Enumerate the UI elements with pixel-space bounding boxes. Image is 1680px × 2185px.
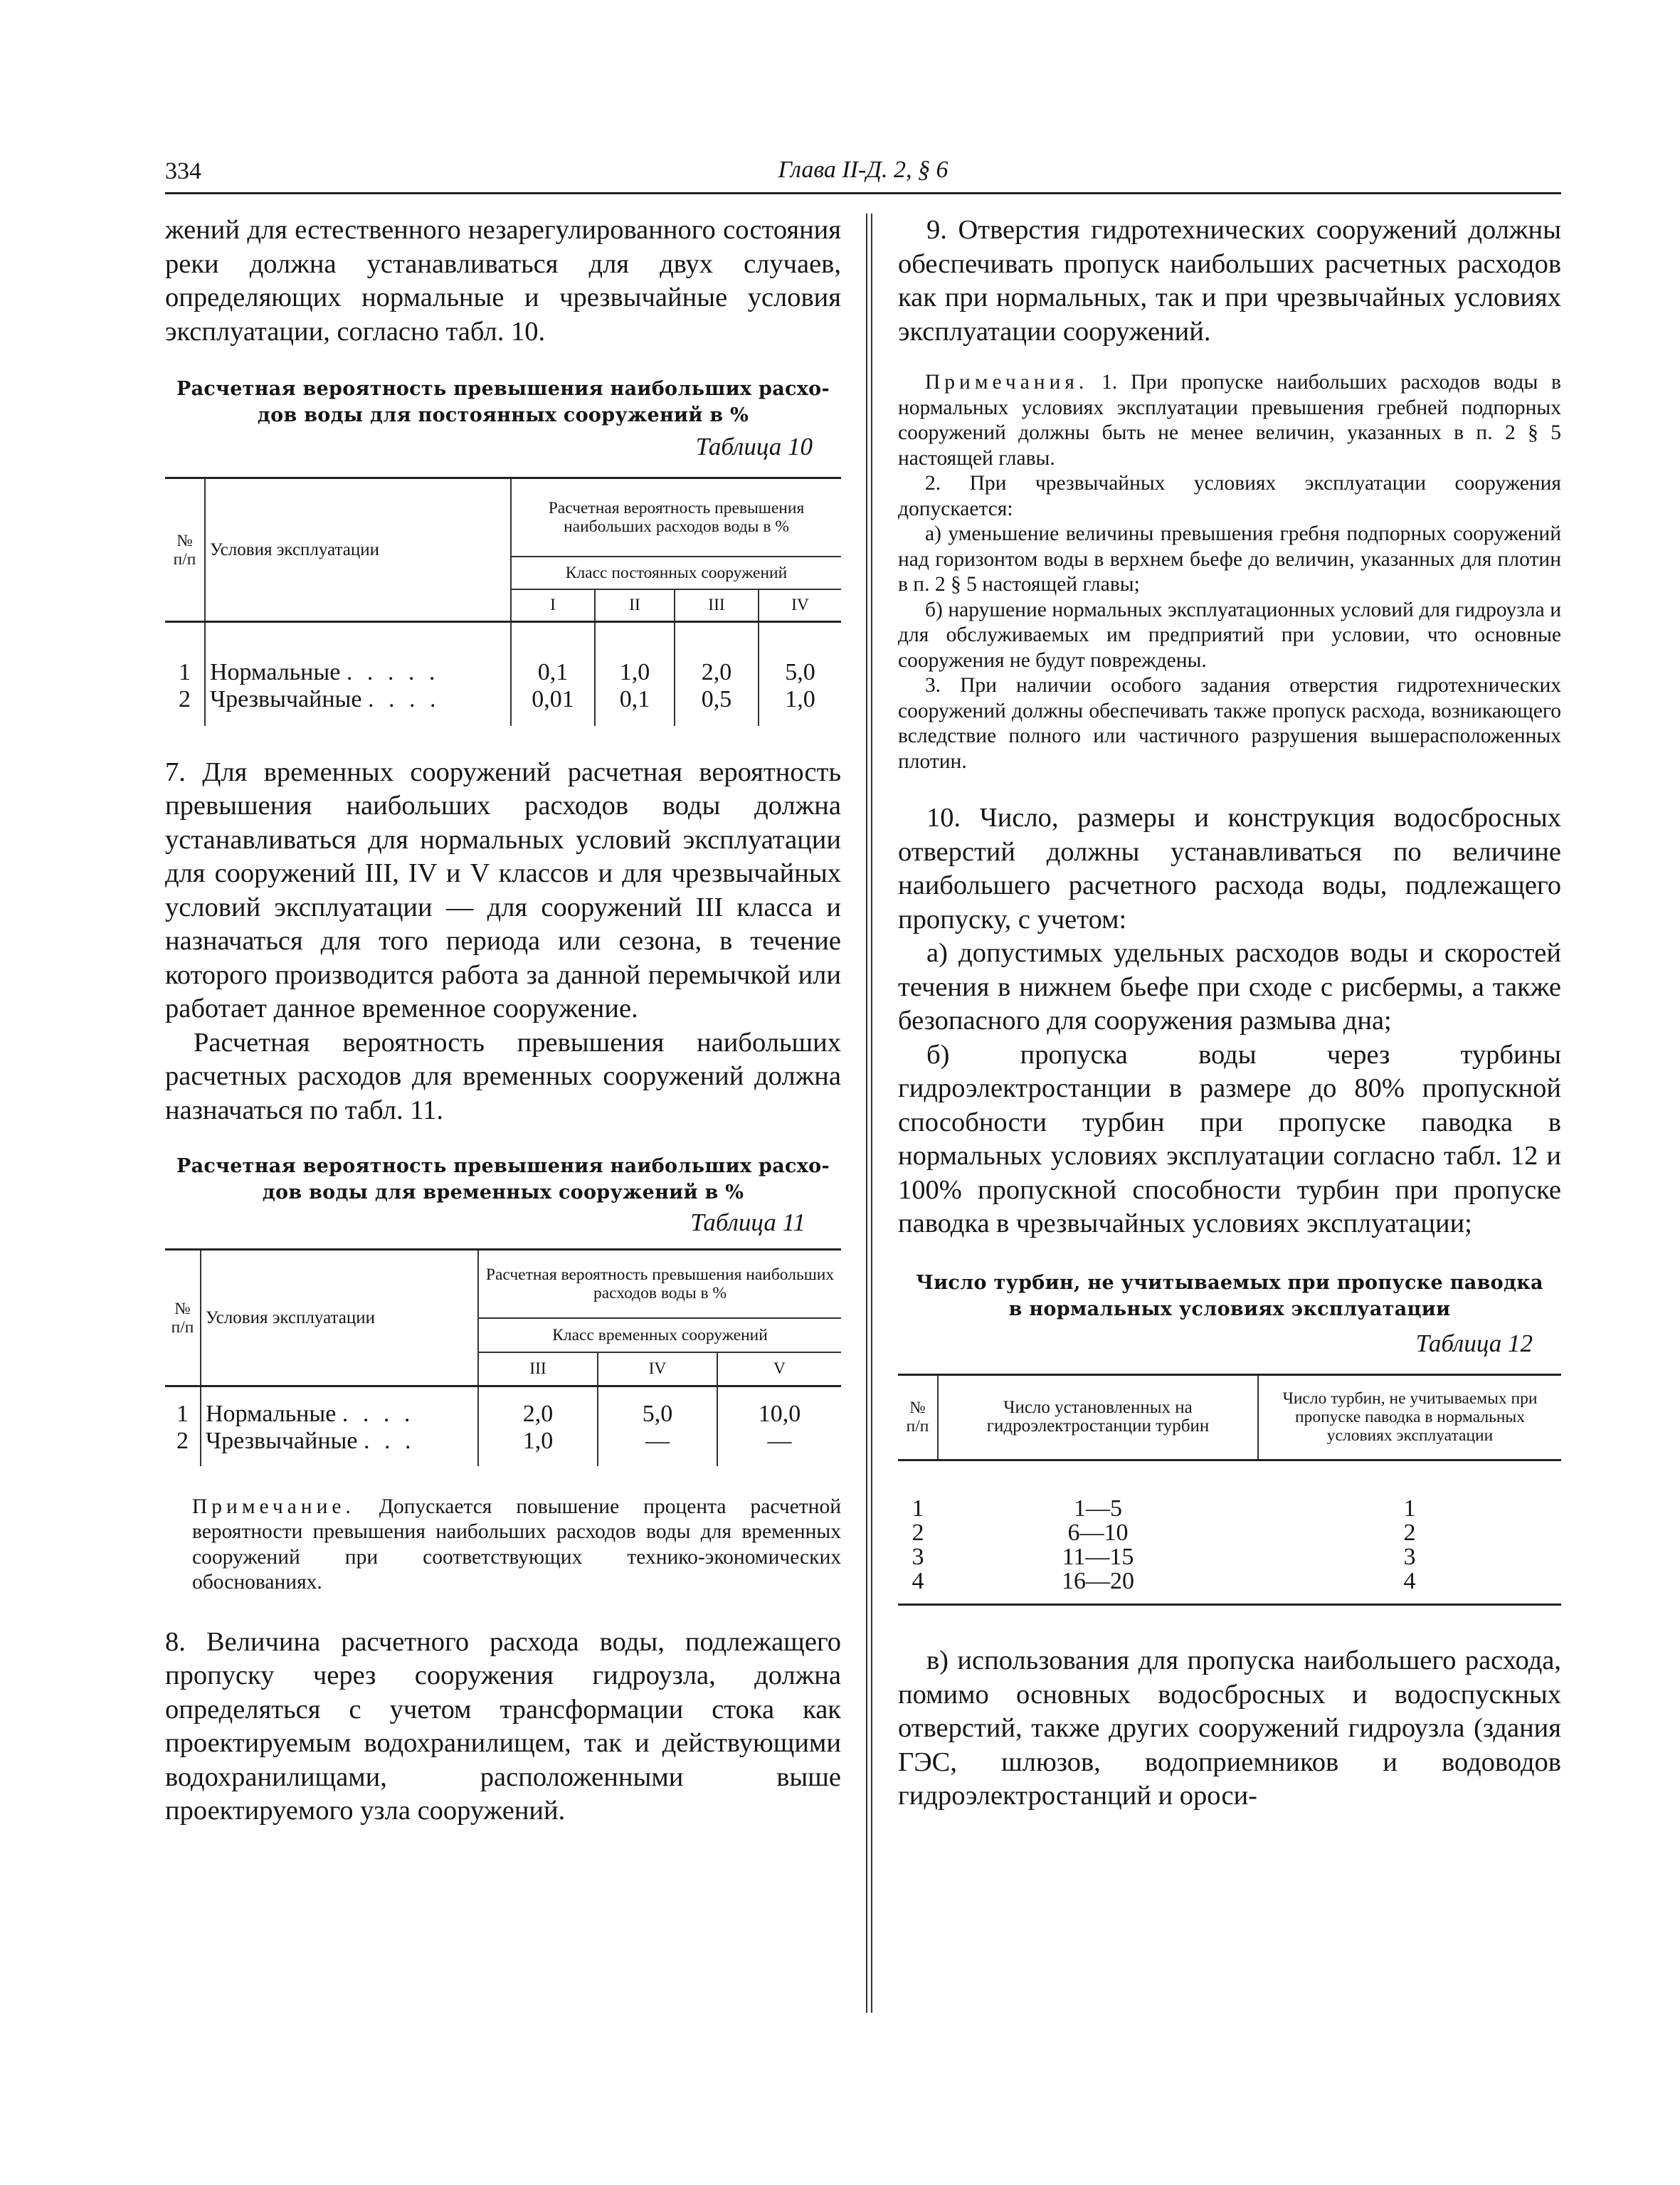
table12-row1-installed: 1—5 xyxy=(1074,1495,1122,1522)
table11-row2-condition xyxy=(201,1428,478,1455)
table10-row1-num: 1 xyxy=(165,659,205,686)
table11-row1-condition xyxy=(201,1401,478,1428)
table10-class-2: II xyxy=(595,589,675,622)
paragraph-10a-text: а) допустимых удельных расходов воды и скоростей течения в нижнем бьефе при сходе с рисбермы, а также безопасного для сооружения размыва дна; xyxy=(898,938,1561,1036)
note-2b xyxy=(898,598,1561,674)
paragraph-10c-text: в) использования для пропуска наибольшего расхода, помимо основных водосбросных и водоспускных отверстий, также других сооружений гидроузла (здания ГЭС, шлюзов, водоприемников и водоводов гидроэлектростанций и ороси- xyxy=(898,1646,1561,1811)
table11-note xyxy=(165,1495,841,1596)
table10-row1-v4: 5,0 xyxy=(785,658,815,685)
table12-row2-excluded: 2 xyxy=(1403,1520,1416,1546)
paragraph-7b-text: Расчетная вероятность превышения наибольших расчетных расходов для временных сооружений должна назначаться по табл. 11. xyxy=(165,1027,841,1125)
table11-title-line2: дов воды для временных сооружений в % xyxy=(262,1181,744,1204)
paragraph-9 xyxy=(898,214,1561,349)
table10-title xyxy=(165,376,841,428)
table12-row3-excluded: 3 xyxy=(1403,1544,1416,1570)
column-divider xyxy=(866,214,872,2013)
table12-row2-num: 2 xyxy=(912,1520,924,1546)
table10-row2-cond-text: Чрезвычайные xyxy=(210,685,362,712)
note-2a xyxy=(898,522,1561,598)
table11 xyxy=(165,1248,841,1466)
table12-row1-num: 1 xyxy=(912,1495,924,1522)
table10-title-line2: дов воды для постоянных сооружений в % xyxy=(257,404,749,426)
table11-title-line1: Расчетная вероятность превышения наибольших расхо- xyxy=(176,1155,830,1177)
table10-class-4: IV xyxy=(791,596,809,615)
table12-title xyxy=(898,1270,1561,1322)
table11-class-2: IV xyxy=(598,1352,717,1386)
page-number: 334 xyxy=(165,158,201,184)
table12-row3-num: 3 xyxy=(912,1544,924,1570)
paragraph-7: 7. Для временных сооружений расчетная вероятность превышения наибольших расходов воды должна устанавливаться для нормальных условий эксплуатации для сооружений III, IV и V классов и для чрезвычайных условий эксплуатации — для сооружений III класса и назначаться для того периода или сезона, в течение которого производится работа за данной перемычкой или работает данное временное сооружение. xyxy=(165,757,841,1023)
table11-row1-v1: 2,0 xyxy=(478,1401,598,1428)
table10-header-num: № п/п xyxy=(165,478,205,622)
table11-row1-dots: . . . . xyxy=(342,1400,415,1427)
note-2b-text: б) нарушение нормальных эксплуатационных условий для гидроузла и для обслуживаемых им предприятий при условии, что основные сооружения не будут повреждены. xyxy=(898,598,1561,672)
table11-title xyxy=(165,1153,841,1206)
table10-title-line1: Расчетная вероятность превышения наибольших расхо- xyxy=(176,378,830,400)
table11-header-probability: Расчетная вероятность превышения наибольших расходов воды в % xyxy=(478,1250,841,1318)
table11-row1-cond-text: Нормальные xyxy=(206,1400,337,1427)
table12-title-line1: Число турбин, не учитываемых при пропуске паводка xyxy=(916,1271,1543,1294)
table12-row1-excluded: 1 xyxy=(1403,1495,1416,1522)
table10-header-condition: Условия эксплуатации xyxy=(205,478,511,622)
table11-row1-num: 1 xyxy=(165,1401,201,1428)
paragraph-10b-text: б) пропуска воды через турбины гидроэлектростанции в размере до 80% пропускной способности турбин при пропуске паводка в нормальных условиях эксплуатации согласно табл. 12 и 100% пропускной способности турбин при пропуске паводка в чрезвычайных условиях эксплуатации; xyxy=(898,1039,1561,1238)
paragraph-10-text: 10. Число, размеры и конструкция водосбросных отверстий должны устанавливаться по величине наибольшего расчетного расхода воды, подлежащего пропуску, с учетом: xyxy=(898,803,1561,934)
table10-row1-v3: 2,0 xyxy=(675,659,759,686)
table-row xyxy=(165,659,841,686)
table10-row2-v2: 0,1 xyxy=(595,686,675,713)
table10-row1-condition xyxy=(205,659,511,686)
table12-row3-installed: 11—15 xyxy=(1062,1544,1134,1570)
table-row xyxy=(898,1569,1561,1605)
table10-class-3: III xyxy=(675,589,759,622)
table12-row4-excluded: 4 xyxy=(1403,1568,1416,1594)
table10-header-class: Класс постоянных сооружений xyxy=(511,557,841,589)
table-row xyxy=(165,1428,841,1455)
table12-label: Таблица 12 xyxy=(1415,1329,1533,1357)
paragraph-intro: жений для естественного незарегулированного состояния реки должна устанавливаться для двух случаев, определяющих нормальные и чрезвычайные условия эксплуатации, согласно табл. 10. xyxy=(165,215,841,347)
table12-header-num: № п/п xyxy=(898,1374,938,1460)
running-head: Глава II-Д. 2, § 6 xyxy=(778,157,949,183)
table12-row2-installed: 6—10 xyxy=(1067,1520,1129,1546)
note-2 xyxy=(898,471,1561,522)
table12-row4-installed: 16—20 xyxy=(1062,1568,1134,1594)
table10-row2-dots: . . . . xyxy=(367,685,440,712)
table11-row2-v2: — xyxy=(598,1428,717,1455)
table10-row2-v1: 0,01 xyxy=(511,686,595,713)
note-3-text: 3. При наличии особого задания отверстия гидротехнических сооружений должны обеспечивать также пропуск расхода, возникающего вследствие полного или частичного разрушения вышерасположенных плотин. xyxy=(898,674,1561,773)
table10-class-1: I xyxy=(511,589,595,622)
notes-label: Примечания. xyxy=(925,371,1089,394)
paragraph-10 xyxy=(898,801,1561,937)
note-3 xyxy=(898,673,1561,774)
table11-label: Таблица 11 xyxy=(690,1209,805,1236)
table10-row2-v3: 0,5 xyxy=(675,686,759,713)
table11-class-3: V xyxy=(773,1359,786,1379)
table10-row1-cond-text: Нормальные xyxy=(210,658,341,685)
table10-row2-condition xyxy=(205,686,511,713)
table10-label: Таблица 10 xyxy=(695,433,813,460)
table11-note-label: Примечание. xyxy=(192,1495,355,1518)
table10-spacer xyxy=(165,622,841,659)
table-row xyxy=(165,686,841,713)
table11-header-class: Класс временных сооружений xyxy=(478,1318,841,1352)
table12-title-line2: в нормальных условиях эксплуатации xyxy=(1008,1297,1451,1320)
table10-row1-v2: 1,0 xyxy=(595,659,675,686)
paragraph-10b xyxy=(898,1038,1561,1241)
table10 xyxy=(165,477,841,726)
table-row xyxy=(898,1521,1561,1545)
paragraph-7b xyxy=(165,1026,841,1128)
note-2a-text: а) уменьшение величины превышения гребня подпорных сооружений над горизонтом воды в верхнем бьефе до величин, указанных для плотин в п. 2 § 5 настоящей главы; xyxy=(898,522,1561,596)
paragraph-10a xyxy=(898,937,1561,1038)
table12-header-installed: Число установленных на гидроэлектростанции турбин xyxy=(938,1374,1258,1460)
table10-row2-num: 2 xyxy=(165,686,205,713)
table11-row2-dots: . . . xyxy=(363,1427,416,1454)
table11-class-1: III xyxy=(478,1352,598,1386)
paragraph-9-text: 9. Отверстия гидротехнических сооружений должны обеспечивать пропуск наибольших расчетных расходов как при нормальных, так и при чрезвычайных условиях эксплуатации сооружений. xyxy=(898,215,1561,347)
table12-header-excluded: Число турбин, не учитываемых при пропуске паводка в нормальных условиях эксплуатации xyxy=(1282,1389,1538,1445)
table-row xyxy=(898,1545,1561,1569)
paragraph-10c xyxy=(898,1644,1561,1813)
table10-row2-v4: 1,0 xyxy=(785,685,815,712)
table12 xyxy=(898,1374,1561,1606)
table11-row1-v3: 10,0 xyxy=(758,1400,801,1427)
paragraph-8: 8. Величина расчетного расхода воды, подлежащего пропуску через сооружения гидроузла, должна определяться с учетом трансформации стока как проектируемым водохранилищем, так и действующими водохранилищами, расположенными выше проектируемого узла сооружений. xyxy=(165,1626,841,1826)
left-column xyxy=(165,214,841,1828)
table10-row1-dots: . . . . . xyxy=(346,658,440,685)
note-1 xyxy=(898,370,1561,471)
table12-row4-num: 4 xyxy=(912,1568,924,1594)
right-column xyxy=(898,214,1561,1813)
table10-row1-v1: 0,1 xyxy=(511,659,595,686)
table11-row2-v3: — xyxy=(767,1427,792,1454)
table11-header-condition: Условия эксплуатации xyxy=(201,1250,478,1386)
table11-header-num: № п/п xyxy=(165,1250,201,1386)
table11-row2-num: 2 xyxy=(165,1428,201,1455)
note-2-text: 2. При чрезвычайных условиях эксплуатации сооружения допускается: xyxy=(898,472,1561,520)
table10-header-probability: Расчетная вероятность превышения наибольших расходов воды в % xyxy=(511,478,841,557)
table11-row2-v1: 1,0 xyxy=(478,1428,598,1455)
table-row xyxy=(898,1497,1561,1521)
notes-block xyxy=(898,370,1561,774)
table11-note-text: Допускается повышение процента расчетной вероятности превышения наибольших расходов воды для временных сооружений при соответствующих технико-экономических обоснованиях. xyxy=(192,1495,842,1594)
note-1-text: 1. При пропуске наибольших расходов воды в нормальных условиях эксплуатации превышения гребней подпорных сооружений должны быть не менее величин, указанных в п. 2 § 5 настоящей главы. xyxy=(898,371,1561,470)
page-header xyxy=(165,155,1561,194)
table11-row1-v2: 5,0 xyxy=(598,1401,717,1428)
table11-row2-cond-text: Чрезвычайные xyxy=(206,1427,358,1454)
table-row xyxy=(165,1401,841,1428)
